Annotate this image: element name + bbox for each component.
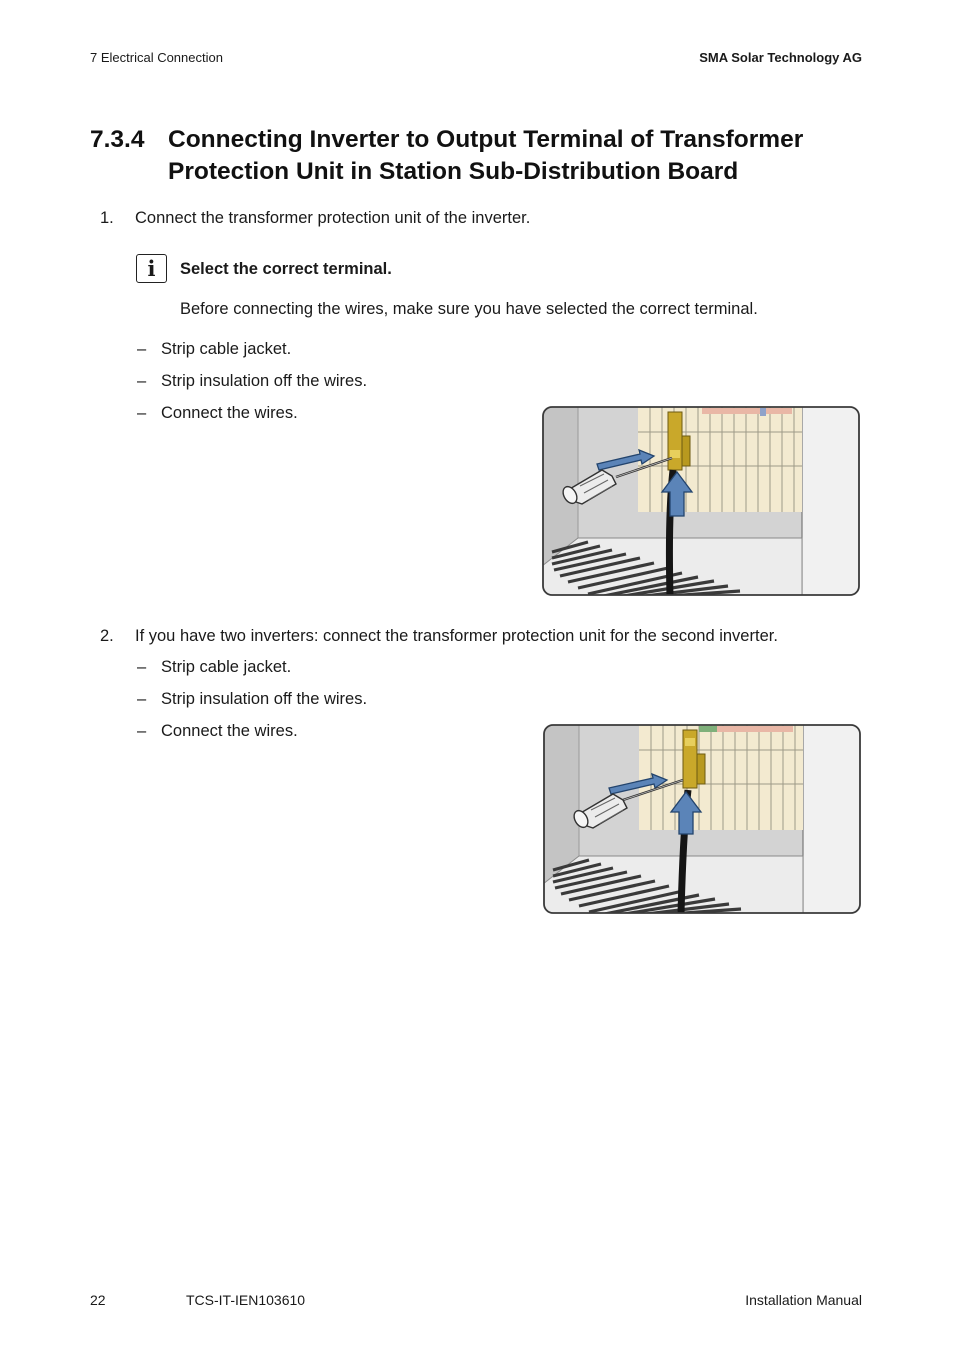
document-id: TCS-IT-IEN103610 xyxy=(186,1292,306,1308)
terminal-connection-figure-second xyxy=(543,724,861,914)
step-text: If you have two inverters: connect the transformer protection unit for the second inverter. xyxy=(135,627,778,645)
substep-marker: – xyxy=(137,722,147,740)
document-type: Installation Manual xyxy=(745,1292,862,1308)
substep-marker: – xyxy=(137,340,147,358)
step-number: 2. xyxy=(100,627,114,645)
terminal-illustration xyxy=(543,724,861,914)
substep-text: Strip insulation off the wires. xyxy=(161,690,368,708)
note-text: Before connecting the wires, make sure you have selected the correct terminal. xyxy=(180,300,758,318)
terminal-illustration xyxy=(542,406,860,596)
section-title-line1: Connecting Inverter to Output Terminal of Transformer xyxy=(168,126,804,153)
terminal-connection-figure xyxy=(542,406,860,596)
info-icon: i xyxy=(136,254,167,283)
substep-text: Strip cable jacket. xyxy=(161,340,292,358)
substep-marker: – xyxy=(137,690,147,708)
substep-text: Strip cable jacket. xyxy=(161,658,292,676)
substep-marker: – xyxy=(137,658,147,676)
page-number: 22 xyxy=(90,1292,106,1308)
section-title-line2: Protection Unit in Station Sub-Distribution Board xyxy=(168,158,739,185)
step-text: Connect the transformer protection unit of the inverter. xyxy=(135,209,531,227)
substep-text: Connect the wires. xyxy=(161,722,298,740)
substep-marker: – xyxy=(137,404,147,422)
header-company: SMA Solar Technology AG xyxy=(699,50,862,65)
step-number: 1. xyxy=(100,209,114,227)
substep-marker: – xyxy=(137,372,147,390)
substep-text: Connect the wires. xyxy=(161,404,298,422)
section-title xyxy=(90,124,870,188)
note-title: Select the correct terminal. xyxy=(180,260,392,278)
header-section: 7 Electrical Connection xyxy=(90,50,223,65)
section-number: 7.3.4 xyxy=(90,126,145,153)
substep-text: Strip insulation off the wires. xyxy=(161,372,368,390)
